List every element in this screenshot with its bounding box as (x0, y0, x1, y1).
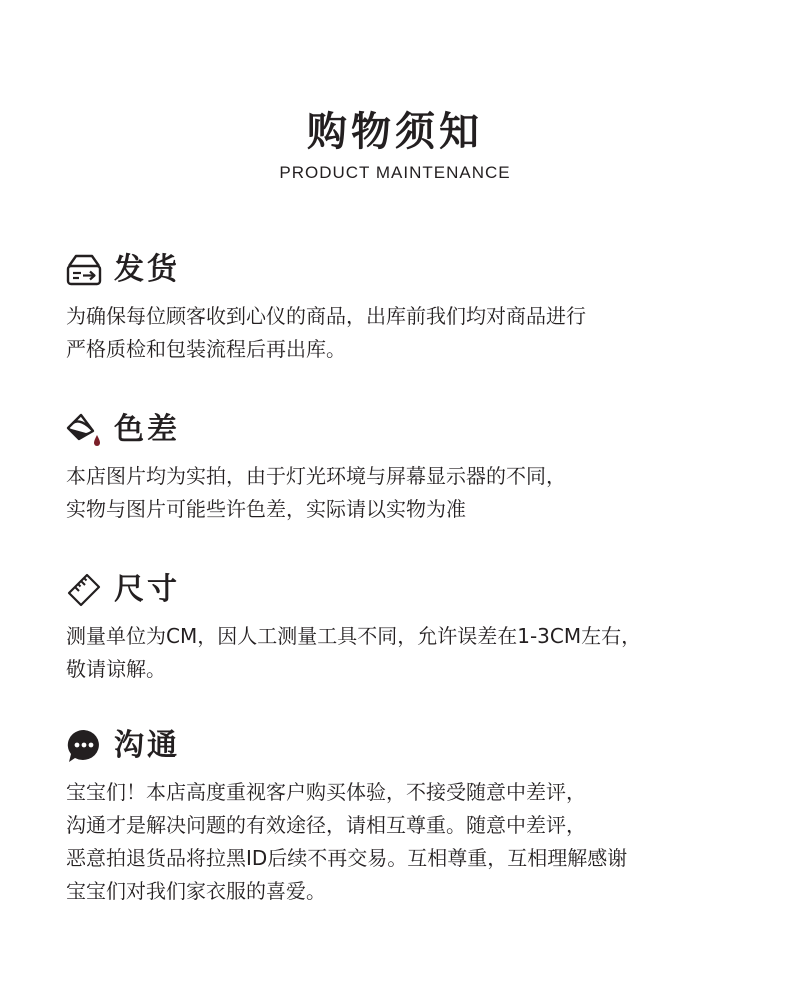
section-title: 沟通 (114, 728, 180, 763)
ruler-icon (64, 570, 104, 610)
body-line: 严格质检和包装流程后再出库。 (66, 337, 346, 361)
section-title: 尺寸 (114, 572, 180, 607)
body-line: 为确保每位顾客收到心仪的商品，出库前我们均对商品进行 (66, 304, 586, 328)
section-heading (64, 408, 764, 452)
section-shipping (64, 248, 764, 366)
chat-bubble-icon (64, 726, 104, 766)
section-body (66, 776, 764, 908)
section-title: 色差 (114, 412, 180, 447)
body-line: 恶意拍退货品将拉黑ID后续不再交易。互相尊重，互相理解感谢 (66, 846, 628, 870)
body-line: 敬请谅解。 (66, 657, 166, 681)
section-communication (64, 724, 764, 908)
delivery-box-icon (64, 250, 104, 290)
section-title: 发货 (114, 252, 180, 287)
section-body (66, 460, 764, 526)
page-title: 购物须知 (307, 109, 483, 155)
page-header (0, 108, 790, 184)
body-line: 测量单位为CM，因人工测量工具不同，允许误差在1-3CM左右， (66, 624, 642, 648)
body-line: 宝宝们！本店高度重视客户购买体验，不接受随意中差评， (66, 780, 586, 804)
section-heading (64, 568, 764, 612)
page-subtitle: PRODUCT MAINTENANCE (279, 163, 511, 182)
body-line: 宝宝们对我们家衣服的喜爱。 (66, 879, 326, 903)
paint-bucket-icon (64, 410, 104, 450)
section-body (66, 620, 764, 686)
body-line: 实物与图片可能些许色差，实际请以实物为准 (66, 497, 466, 521)
section-body (66, 300, 764, 366)
body-line: 沟通才是解决问题的有效途径，请相互尊重。随意中差评， (66, 813, 586, 837)
section-heading (64, 248, 764, 292)
section-size (64, 568, 764, 686)
section-color-difference (64, 408, 764, 526)
section-heading (64, 724, 764, 768)
body-line: 本店图片均为实拍，由于灯光环境与屏幕显示器的不同， (66, 464, 566, 488)
